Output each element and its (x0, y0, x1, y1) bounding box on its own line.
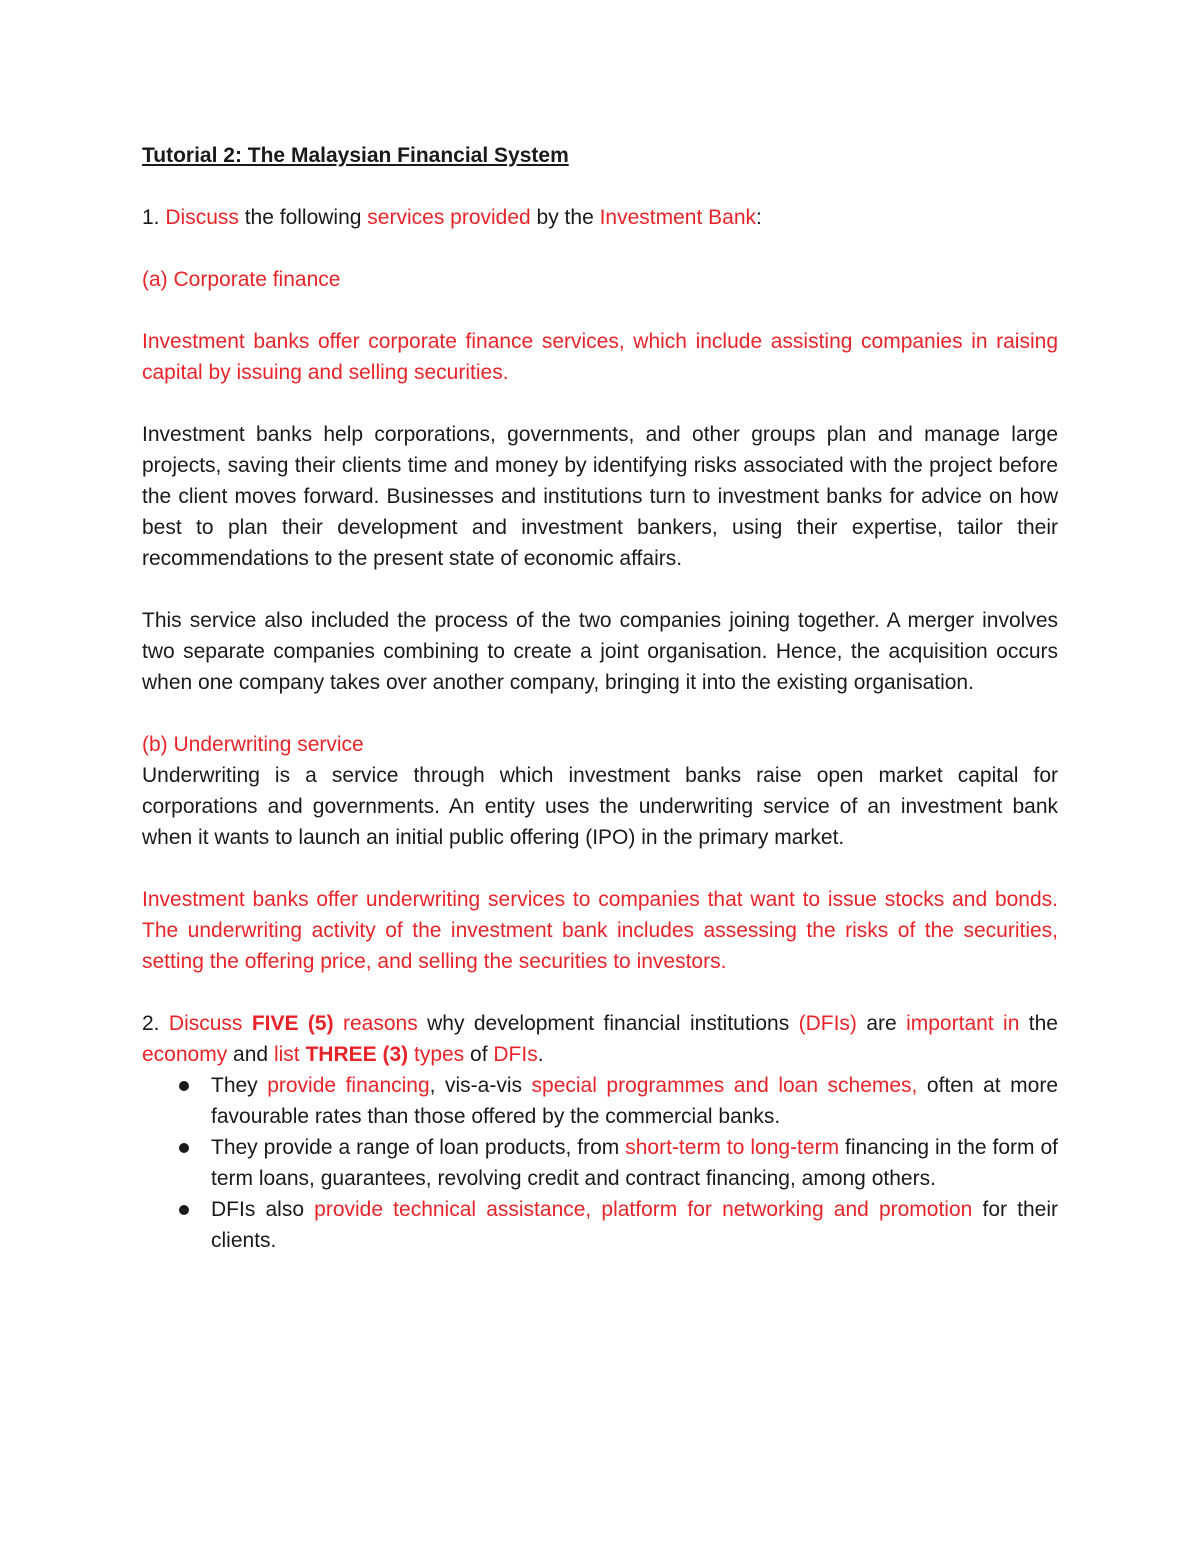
section-heading-b: (b) Underwriting service (142, 733, 364, 756)
question-text: why development financial institutions (417, 1012, 799, 1035)
question-2 (142, 1008, 1058, 1070)
question-number: 1. (142, 206, 166, 229)
highlight-text: Discuss (168, 1012, 243, 1035)
list-text: , vis-a-vis (429, 1074, 532, 1097)
question-text: . (537, 1043, 544, 1066)
highlight-text: types (413, 1043, 465, 1066)
list-item (142, 1132, 1058, 1194)
list-text: They provide a range of loan products, from (211, 1136, 626, 1159)
space (242, 1012, 251, 1035)
answer-paragraph: Investment banks help corporations, governments, and other groups plan and manage large projects, saving their clients time and money by identifying risks associated with the project before the client moves forward. Businesses and institutions turn to investment banks for advice on how best to plan their development and investment bankers, using their expertise, tailor their recommendations to the present state of economic affairs. (142, 423, 1058, 570)
question-number: 2. (142, 1012, 169, 1035)
list-text: They (211, 1074, 268, 1097)
highlight-text: services provided (367, 206, 531, 229)
answer-paragraph: Underwriting is a service through which investment banks raise open market capital for corporations and governments. An entity uses the underwriting service of an investment bank when it wants to launch an initial public offering (IPO) in the primary market. (142, 764, 1058, 849)
question-text: are (856, 1012, 907, 1035)
list-text: often at more favourable rates than those offered by the commercial banks. (211, 1074, 1058, 1128)
highlight-text: important in (906, 1012, 1020, 1035)
highlight-text: Discuss (165, 206, 239, 229)
highlight-text: (DFIs) (798, 1012, 857, 1035)
question-text: by the (530, 206, 600, 229)
highlight-text: Investment Bank (599, 206, 757, 229)
page-title: Tutorial 2: The Malaysian Financial System (142, 144, 569, 167)
question-1 (142, 202, 1058, 233)
question-text: : (756, 206, 762, 229)
answer-paragraph: This service also included the process of the two companies joining together. A merger involves two separate companies combining to create a joint organisation. Hence, the acquisition occurs when one company takes over another company, bringing it into the existing organisation. (142, 609, 1058, 694)
answer-paragraph: Investment banks offer underwriting services to companies that want to issue stocks and bonds. The underwriting activity of the investment bank includes assessing the risks of the securities, setting the offering price, and selling the securities to investors. (142, 888, 1058, 973)
list-text: DFIs also (211, 1198, 315, 1221)
question-text: of (464, 1043, 494, 1066)
bullet-icon (179, 1143, 189, 1153)
bullet-icon (179, 1081, 189, 1091)
space (334, 1012, 343, 1035)
highlight-text: economy (142, 1043, 228, 1066)
highlight-text: list (273, 1043, 300, 1066)
highlight-text: provide financing (267, 1074, 430, 1097)
bullet-list (142, 1070, 1058, 1256)
question-text: and (227, 1043, 274, 1066)
question-text: the following (238, 206, 368, 229)
list-text: financing in the form of term loans, guarantees, revolving credit and contract financing, among others. (211, 1136, 1058, 1190)
highlight-text: DFIs (493, 1043, 538, 1066)
list-text: for their clients. (211, 1198, 1058, 1252)
highlight-text: special programmes and loan schemes, (531, 1074, 918, 1097)
highlight-text: reasons (343, 1012, 418, 1035)
highlight-text: provide technical assistance, platform for networking and promotion (314, 1198, 973, 1221)
document-page (142, 140, 1058, 1256)
question-text: the (1019, 1012, 1058, 1035)
section-heading-a: (a) Corporate finance (142, 268, 341, 291)
highlight-bold-text: THREE (3) (305, 1043, 409, 1066)
answer-paragraph: Investment banks offer corporate finance services, which include assisting companies in raising capital by issuing and selling securities. (142, 330, 1058, 384)
bullet-icon (179, 1205, 189, 1215)
highlight-bold-text: FIVE (5) (251, 1012, 334, 1035)
list-item (142, 1070, 1058, 1132)
list-item (142, 1194, 1058, 1256)
highlight-text: short-term to long-term (625, 1136, 840, 1159)
